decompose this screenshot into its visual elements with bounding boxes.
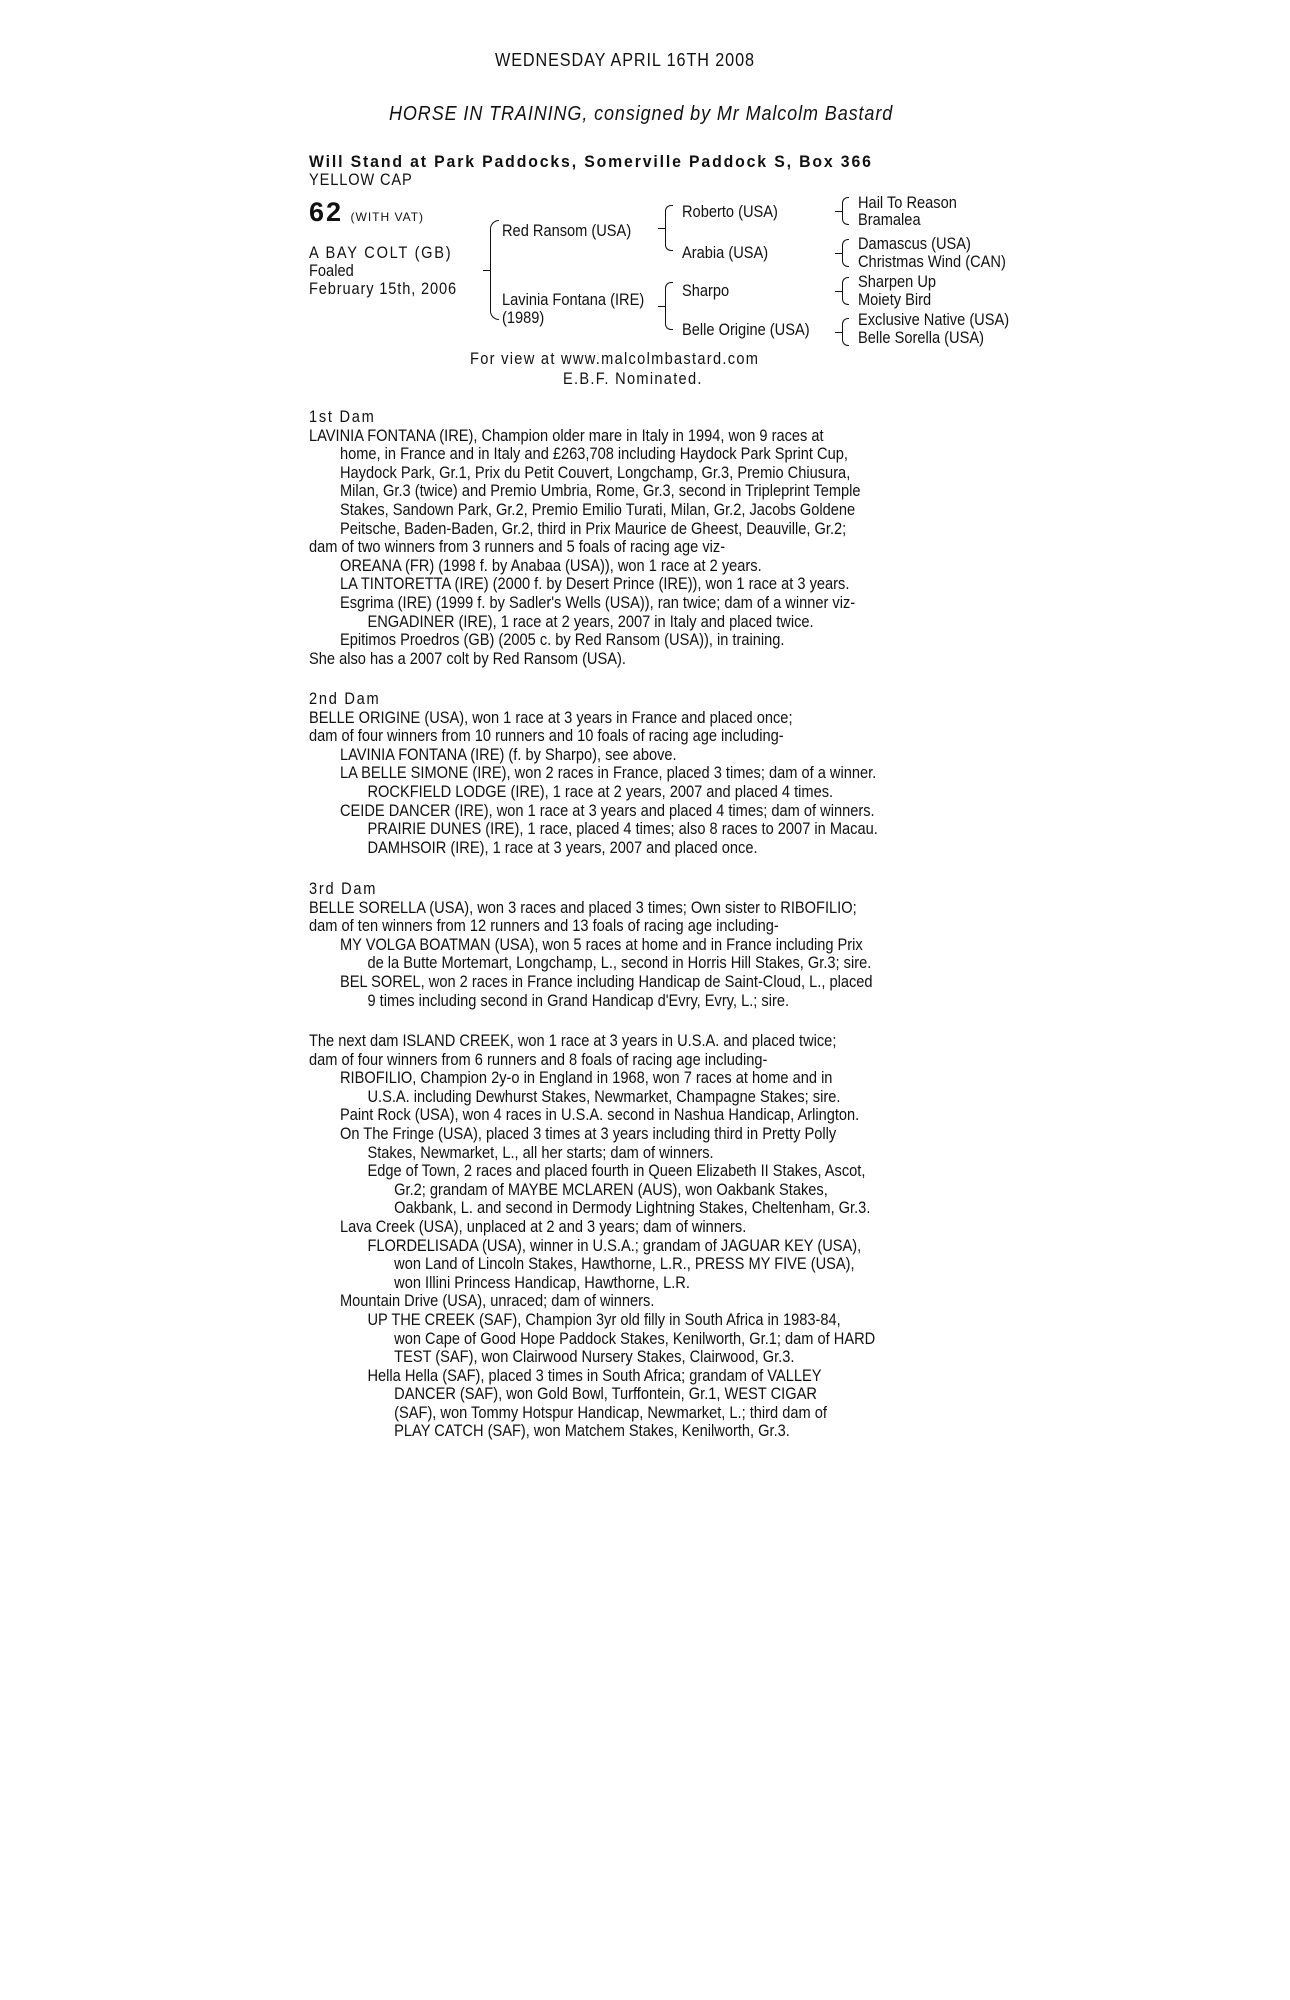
dam1-line: Esgrima (IRE) (1999 f. by Sadler's Wells (USA)), ran twice; dam of a winner viz- [339,592,856,612]
dam3-line: de la Butte Mortemart, Longchamp, L., second in Horris Hill Stakes, Gr.3; sire. [367,953,872,973]
pedigree-sss: Hail To Reason [858,193,957,212]
dam2-line: LAVINIA FONTANA (IRE) (f. by Sharpo), see above. [339,744,677,764]
third-dam-section [309,880,1289,1010]
dam4-line: Oakbank, L. and second in Dermody Lightning Stakes, Cheltenham, Gr.3. [394,1198,871,1218]
dam1-line: Peitsche, Baden-Baden, Gr.2, third in Prix Maurice de Gheest, Deauville, Gr.2; [339,518,847,538]
first-dam-section [309,408,1289,668]
pedigree-sdd: Christmas Wind (CAN) [858,252,1006,271]
dam4-line: The next dam ISLAND CREEK, won 1 race at 3 years in U.S.A. and placed twice; [309,1031,837,1050]
dam2-line: LA BELLE SIMONE (IRE), won 2 races in France, placed 3 times; dam of a winner. [339,763,877,783]
dam4-line: Lava Creek (USA), unplaced at 2 and 3 years; dam of winners. [339,1216,747,1236]
pedigree-ds: Sharpo [682,281,730,300]
dam4-line: Edge of Town, 2 races and placed fourth in Queen Elizabeth II Stakes, Ascot, [367,1161,866,1181]
dam1-line: LA TINTORETTA (IRE) (2000 f. by Desert Prince (IRE)), won 1 race at 3 years. [339,574,850,594]
dam3-line: dam of ten winners from 12 runners and 13 foals of racing age including- [309,916,779,936]
pedigree-bracket-ss [842,197,849,225]
stand-location: Will Stand at Park Paddocks, Somerville Paddock S, Box 366 [309,152,873,171]
pedigree-ddd: Belle Sorella (USA) [858,328,984,347]
pedigree-sds: Damascus (USA) [858,234,971,253]
lot-number: 62 [309,197,344,227]
dam4-line: (SAF), won Tommy Hotspur Handicap, Newmarket, L.; third dam of [394,1402,827,1422]
dam1-line: OREANA (FR) (1998 f. by Anabaa (USA)), won 1 race at 2 years. [339,555,762,575]
dam4-line: U.S.A. including Dewhurst Stakes, Newmarket, Champagne Stakes; sire. [367,1086,841,1106]
dam4-line: TEST (SAF), won Clairwood Nursery Stakes, Clairwood, Gr.3. [394,1347,795,1367]
dam1-line: Milan, Gr.3 (twice) and Premio Umbria, Rome, Gr.3, second in Tripleprint Temple [339,481,861,501]
foaled-date: February 15th, 2006 [309,279,458,298]
pedigree-dsd: Moiety Bird [858,290,932,309]
dam1-line: Epitimos Proedros (GB) (2005 c. by Red Ransom (USA)), in training. [339,630,785,650]
dam4-line: won Illini Princess Handicap, Hawthorne, L.R. [394,1272,690,1292]
pedigree-dd: Belle Origine (USA) [682,320,810,339]
dam3-line: 9 times including second in Grand Handicap d'Evry, Evry, L.; sire. [367,990,790,1010]
dam4-line: On The Fringe (USA), placed 3 times at 3 years including third in Pretty Polly [339,1123,837,1143]
pedigree-bracket-ds [842,277,849,305]
dam2-line: PRAIRIE DUNES (IRE), 1 race, placed 4 times; also 8 races to 2007 in Macau. [367,819,878,839]
view-website: For view at www.malcolmbastard.com [470,349,760,368]
pedigree-bracket-sd [842,239,849,267]
dam1-line: Haydock Park, Gr.1, Prix du Petit Couvert, Longchamp, Gr.3, Premio Chiusura, [339,462,851,482]
dam4-line: UP THE CREEK (SAF), Champion 3yr old filly in South Africa in 1983-84, [367,1309,841,1329]
next-dam-section [309,1032,1289,1441]
dam1-line: ENGADINER (IRE), 1 race at 2 years, 2007 in Italy and placed twice. [367,611,814,631]
lot-number-group [309,197,424,228]
dam4-line: Paint Rock (USA), won 4 races in U.S.A. second in Nashua Handicap, Arlington. [339,1105,860,1125]
dam4-line: Gr.2; grandam of MAYBE MCLAREN (AUS), won Oakbank Stakes, [394,1179,828,1199]
pedigree-ssd: Bramalea [858,210,921,229]
pedigree-bracket-dd [842,318,849,346]
dam2-line: ROCKFIELD LODGE (IRE), 1 race at 2 years, 2007 and placed 4 times. [367,781,834,801]
horse-description: A BAY COLT (GB) [309,243,453,262]
pedigree-bracket-main [490,220,499,320]
pedigree-dam-name: Lavinia Fontana (IRE) [502,290,645,309]
dam3-line: BEL SOREL, won 2 races in France including Handicap de Saint-Cloud, L., placed [339,971,873,991]
dam1-line: LAVINIA FONTANA (IRE), Champion older mare in Italy in 1994, won 9 races at [309,425,824,445]
dam3-line: BELLE SORELLA (USA), won 3 races and placed 3 times; Own sister to RIBOFILIO; [309,897,857,917]
pedigree-dds: Exclusive Native (USA) [858,310,1010,329]
dam4-line: Hella Hella (SAF), placed 3 times in South Africa; grandam of VALLEY [367,1365,822,1385]
ebf-nominated: E.B.F. Nominated. [563,369,703,388]
cap-colour: YELLOW CAP [309,170,413,189]
third-dam-heading: 3rd Dam [309,879,378,898]
pedigree-bracket-dam [665,282,673,330]
dam3-line: MY VOLGA BOATMAN (USA), won 5 races at home and in France including Prix [339,934,863,954]
dam2-line: CEIDE DANCER (IRE), won 1 race at 3 years and placed 4 times; dam of winners. [339,800,875,820]
dam4-line: won Cape of Good Hope Paddock Stakes, Kenilworth, Gr.1; dam of HARD [394,1328,876,1348]
second-dam-section [309,690,1289,857]
foaled-label: Foaled [309,261,354,280]
dam4-line: won Land of Lincoln Stakes, Hawthorne, L.R., PRESS MY FIVE (USA), [394,1254,855,1274]
dam4-line: RIBOFILIO, Champion 2y-o in England in 1968, won 7 races at home and in [339,1068,833,1088]
dam1-line: home, in France and in Italy and £263,708 including Haydock Park Sprint Cup, [339,444,848,464]
dam2-line: dam of four winners from 10 runners and 10 foals of racing age including- [309,726,784,746]
dam2-line: BELLE ORIGINE (USA), won 1 race at 3 years in France and placed once; [309,707,793,727]
dam4-line: Mountain Drive (USA), unraced; dam of winners. [339,1291,655,1311]
dam4-line: PLAY CATCH (SAF), won Matchem Stakes, Kenilworth, Gr.3. [394,1421,790,1441]
dam4-line: dam of four winners from 6 runners and 8 foals of racing age including- [309,1049,768,1069]
pedigree-sd: Arabia (USA) [682,243,769,262]
dam4-line: FLORDELISADA (USA), winner in U.S.A.; grandam of JAGUAR KEY (USA), [367,1235,862,1255]
second-dam-heading: 2nd Dam [309,689,381,708]
pedigree-dss: Sharpen Up [858,272,937,291]
dam1-line: Stakes, Sandown Park, Gr.2, Premio Emilio Turati, Milan, Gr.2, Jacobs Goldene [339,499,856,519]
dam1-line: dam of two winners from 3 runners and 5 foals of racing age viz- [309,537,726,557]
vat-note: (WITH VAT) [350,210,425,224]
consignment-line: HORSE IN TRAINING, consigned by Mr Malcolm Bastard [389,103,894,125]
pedigree-sire: Red Ransom (USA) [502,221,632,240]
first-dam-heading: 1st Dam [309,407,376,426]
dam4-line: DANCER (SAF), won Gold Bowl, Turffontein, Gr.1, WEST CIGAR [394,1384,817,1404]
dam2-line: DAMHSOIR (IRE), 1 race at 3 years, 2007 and placed once. [367,837,758,857]
pedigree-bracket-sire [665,205,673,251]
dam1-line: She also has a 2007 colt by Red Ransom (USA). [309,648,626,668]
pedigree-dam-year: (1989) [502,308,545,327]
dam4-line: Stakes, Newmarket, L., all her starts; dam of winners. [367,1142,714,1162]
sale-date: WEDNESDAY APRIL 16TH 2008 [495,50,755,70]
pedigree-ss: Roberto (USA) [682,202,778,221]
